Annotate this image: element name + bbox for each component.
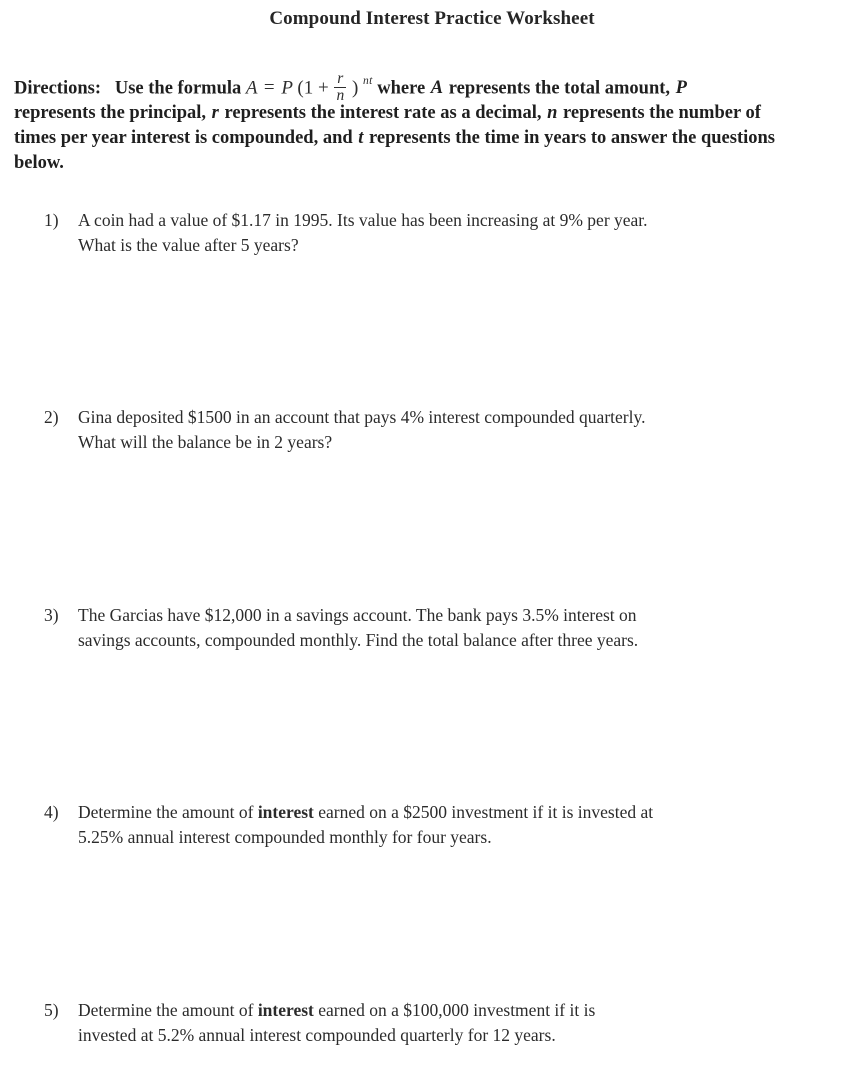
question-2-line-1: Gina deposited $1500 in an account that pays 4% interest compounded quarterly. [78, 407, 646, 427]
answer-space-1[interactable] [78, 262, 778, 392]
question-1 [44, 208, 804, 258]
answer-space-3[interactable] [78, 658, 778, 788]
page-title: Compound Interest Practice Worksheet [269, 8, 595, 29]
question-5 [44, 998, 804, 1048]
question-2-number: 2) [44, 407, 59, 427]
question-2-text [78, 405, 804, 455]
question-1-line-2: What is the value after 5 years? [78, 235, 299, 255]
question-4-line-2: 5.25% annual interest compounded monthly for four years. [78, 827, 492, 847]
question-1-line-1: A coin had a value of $1.17 in 1995. Its value has been increasing at 9% per year. [78, 210, 648, 230]
directions-label: Directions: [14, 78, 101, 99]
question-3-line-2: savings accounts, compounded monthly. Find the total balance after three years. [78, 630, 639, 650]
question-3-text [78, 603, 804, 653]
formula-close-paren: ) [351, 77, 359, 99]
question-4-line-1-prefix: Determine the amount of [78, 802, 258, 822]
directions-var-r: r [211, 103, 219, 123]
question-4-line-1 [78, 800, 804, 825]
question-4-line-1-suffix: earned on a $2500 investment if it is invested at [313, 802, 654, 822]
directions-var-a: A [430, 78, 444, 99]
directions-text-2: represents the principal, [14, 103, 207, 123]
directions-text-5: represents the time in years to answer the questions below. [14, 128, 775, 173]
question-2-line-2: What will the balance be in 2 years? [78, 432, 333, 452]
question-3 [44, 603, 804, 653]
formula-equals: = [263, 77, 275, 99]
directions-text-3: represents the interest rate as a decimal, [224, 103, 542, 123]
question-4 [44, 800, 804, 850]
question-1-text [78, 208, 804, 258]
question-4-emphasis: interest [257, 802, 314, 822]
directions-text-1: represents the total amount, [448, 78, 671, 99]
directions-var-n: n [547, 103, 558, 123]
question-5-line-2: invested at 5.2% annual interest compounded quarterly for 12 years. [78, 1025, 556, 1045]
question-4-number: 4) [44, 802, 59, 822]
formula-var-a: A [245, 77, 258, 99]
formula-open-paren: (1 + [297, 77, 329, 99]
directions-var-t: t [358, 128, 364, 148]
answer-space-2[interactable] [78, 460, 778, 590]
directions-first-line [14, 63, 802, 103]
question-5-text [78, 998, 804, 1048]
question-3-line-1: The Garcias have $12,000 in a savings account. The bank pays 3.5% interest on [78, 605, 637, 625]
directions-where-text: where [377, 78, 426, 99]
question-5-line-1-prefix: Determine the amount of [78, 1000, 258, 1020]
question-5-number: 5) [44, 1000, 59, 1020]
formula-numerator-r: r [337, 69, 344, 87]
answer-space-4[interactable] [78, 855, 778, 985]
question-4-text [78, 800, 804, 850]
directions-block [14, 63, 802, 176]
formula-var-p: P [281, 77, 293, 99]
formula-exponent-nt: nt [363, 75, 373, 88]
question-5-line-1 [78, 998, 804, 1023]
question-1-number: 1) [44, 210, 59, 230]
question-5-line-1-suffix: earned on a $100,000 investment if it is [313, 1000, 596, 1020]
directions-continued [14, 101, 802, 176]
directions-lead-text: Use the formula [114, 78, 242, 99]
directions-text-4: represents the number of times per year interest is compounded, and [14, 103, 761, 148]
question-3-number: 3) [44, 605, 59, 625]
directions-var-p: P [675, 78, 687, 99]
question-2 [44, 405, 804, 455]
question-5-emphasis: interest [257, 1000, 314, 1020]
formula-denominator-n: n [336, 87, 345, 105]
formula-fraction-r-over-n [334, 71, 346, 105]
